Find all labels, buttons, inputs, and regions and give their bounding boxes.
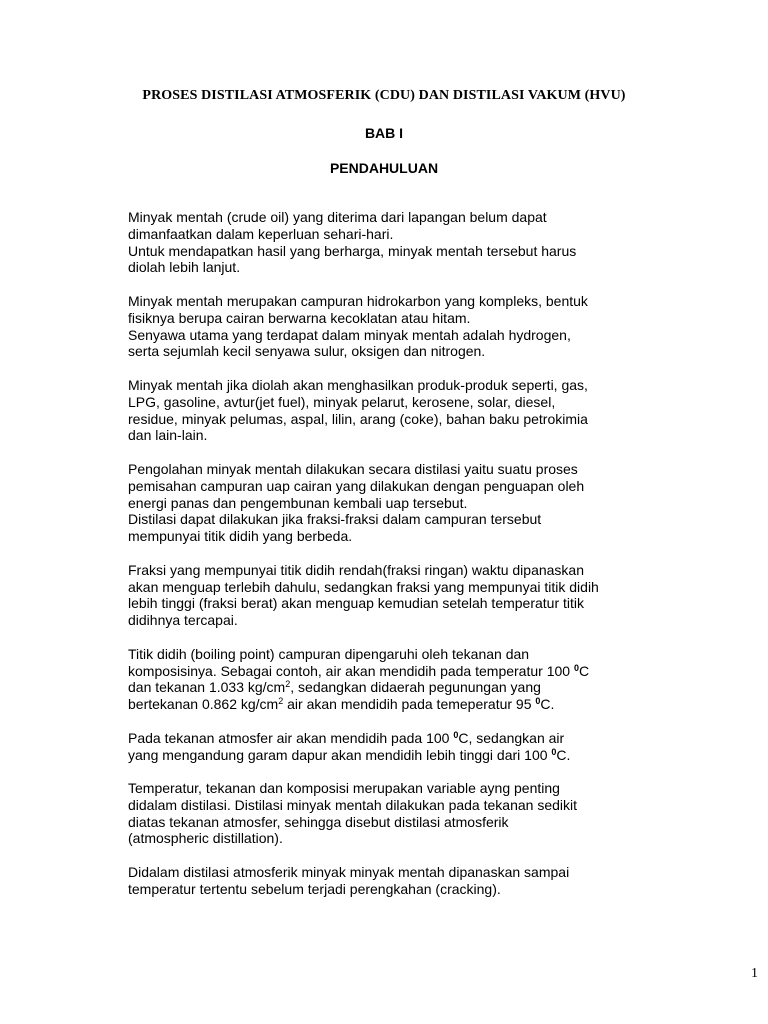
- text-line: Titik didih (boiling point) campuran dipengaruhi oleh tekanan dan: [128, 645, 530, 662]
- text-line: Fraksi yang mempunyai titik didih rendah(fraksi ringan) waktu dipanaskan: [128, 561, 584, 578]
- text-line: [128, 679, 688, 696]
- paragraph: [128, 864, 688, 898]
- text-run: C.: [540, 696, 555, 713]
- paragraph: [128, 293, 688, 360]
- text-line: dan lain-lain.: [128, 427, 208, 444]
- text-run: komposisinya. Sebagai contoh, air akan mendidih pada temperatur 100: [128, 662, 574, 679]
- paragraph: [128, 646, 688, 713]
- text-line: LPG, gasoline, avtur(jet fuel), minyak pelarut, kerosene, solar, diesel,: [128, 393, 556, 410]
- text-run: dan tekanan 1.033 kg/cm: [128, 679, 286, 696]
- text-run: Pada tekanan atmosfer air akan mendidih pada 100: [128, 729, 454, 746]
- text-line: diatas tekanan atmosfer, sehingga disebut distilasi atmosferik: [128, 813, 509, 830]
- text-line: akan menguap terlebih dahulu, sedangkan fraksi yang mempunyai titik didih: [128, 578, 599, 595]
- page-number: 1: [751, 966, 758, 981]
- degree-superscript: 0: [453, 729, 459, 740]
- degree-superscript: 0: [535, 696, 541, 707]
- text-run: , sedangkan didaerah pegunungan yang: [290, 679, 541, 696]
- square-superscript: 2: [278, 696, 284, 707]
- text-line: Didalam distilasi atmosferik minyak minyak mentah dipanaskan sampai: [128, 864, 570, 881]
- body-text: [128, 209, 688, 914]
- text-line: Minyak mentah jika diolah akan menghasilkan produk-produk seperti, gas,: [128, 376, 588, 393]
- paragraph: [128, 461, 688, 545]
- text-line: Senyawa utama yang terdapat dalam minyak mentah adalah hydrogen,: [128, 326, 571, 343]
- text-line: Pengolahan minyak mentah dilakukan secara distilasi yaitu suatu proses: [128, 460, 578, 477]
- square-superscript: 2: [285, 679, 291, 690]
- text-line: Untuk mendapatkan hasil yang berharga, minyak mentah tersebut harus: [128, 242, 577, 259]
- text-line: Temperatur, tekanan dan komposisi merupakan variable ayng penting: [128, 780, 560, 797]
- text-line: energi panas dan pengembunan kembali uap tersebut.: [128, 494, 468, 511]
- text-line: mempunyai titik didih yang berbeda.: [128, 528, 353, 545]
- degree-superscript: 0: [551, 746, 557, 757]
- text-run: C: [578, 662, 590, 679]
- text-line: [128, 696, 688, 713]
- text-line: dimanfaatkan dalam keperluan sehari-hari.: [128, 225, 394, 242]
- text-line: pemisahan campuran uap cairan yang dilakukan dengan penguapan oleh: [128, 477, 585, 494]
- text-line: Distilasi dapat dilakukan jika fraksi-fraksi dalam campuran tersebut: [128, 511, 542, 528]
- text-line: Minyak mentah merupakan campuran hidrokarbon yang kompleks, bentuk: [128, 292, 588, 309]
- text-run: bertekanan 0.862 kg/cm: [128, 696, 279, 713]
- document-title: PROSES DISTILASI ATMOSFERIK (CDU) DAN DISTILASI VAKUM (HVU): [142, 88, 626, 103]
- degree-superscript: 0: [573, 662, 579, 673]
- text-line: [128, 663, 688, 680]
- paragraph: [128, 562, 688, 629]
- text-line: fisiknya berupa cairan berwarna kecoklatan atau hitam.: [128, 309, 471, 326]
- text-line: Minyak mentah (crude oil) yang diterima dari lapangan belum dapat: [128, 209, 547, 225]
- text-line: (atmospheric distillation).: [128, 830, 283, 847]
- paragraph: [128, 780, 688, 847]
- text-line: lebih tinggi (fraksi berat) akan menguap kemudian setelah temperatur titik: [128, 595, 585, 612]
- section-heading: PENDAHULUAN: [329, 160, 439, 176]
- text-line: serta sejumlah kecil senyawa sulur, oksigen dan nitrogen.: [128, 343, 486, 360]
- text-line: [128, 747, 688, 764]
- chapter-heading: BAB I: [364, 125, 404, 141]
- text-run: C, sedangkan air: [458, 729, 565, 746]
- paragraph: [128, 730, 688, 764]
- text-line: [128, 730, 688, 747]
- text-line: didalam distilasi. Distilasi minyak mentah dilakukan pada tekanan sedikit: [128, 796, 578, 813]
- paragraph: [128, 377, 688, 444]
- text-line: temperatur tertentu sebelum terjadi perengkahan (cracking).: [128, 880, 501, 897]
- text-line: diolah lebih lanjut.: [128, 259, 241, 276]
- text-run: C.: [556, 746, 571, 763]
- paragraph: [128, 209, 688, 276]
- text-line: residue, minyak pelumas, aspal, lilin, arang (coke), bahan baku petrokimia: [128, 410, 588, 427]
- text-line: didihnya tercapai.: [128, 612, 238, 629]
- text-run: yang mengandung garam dapur akan mendidih lebih tinggi dari 100: [128, 746, 552, 763]
- text-run: air akan mendidih pada temeperatur 95: [283, 696, 536, 713]
